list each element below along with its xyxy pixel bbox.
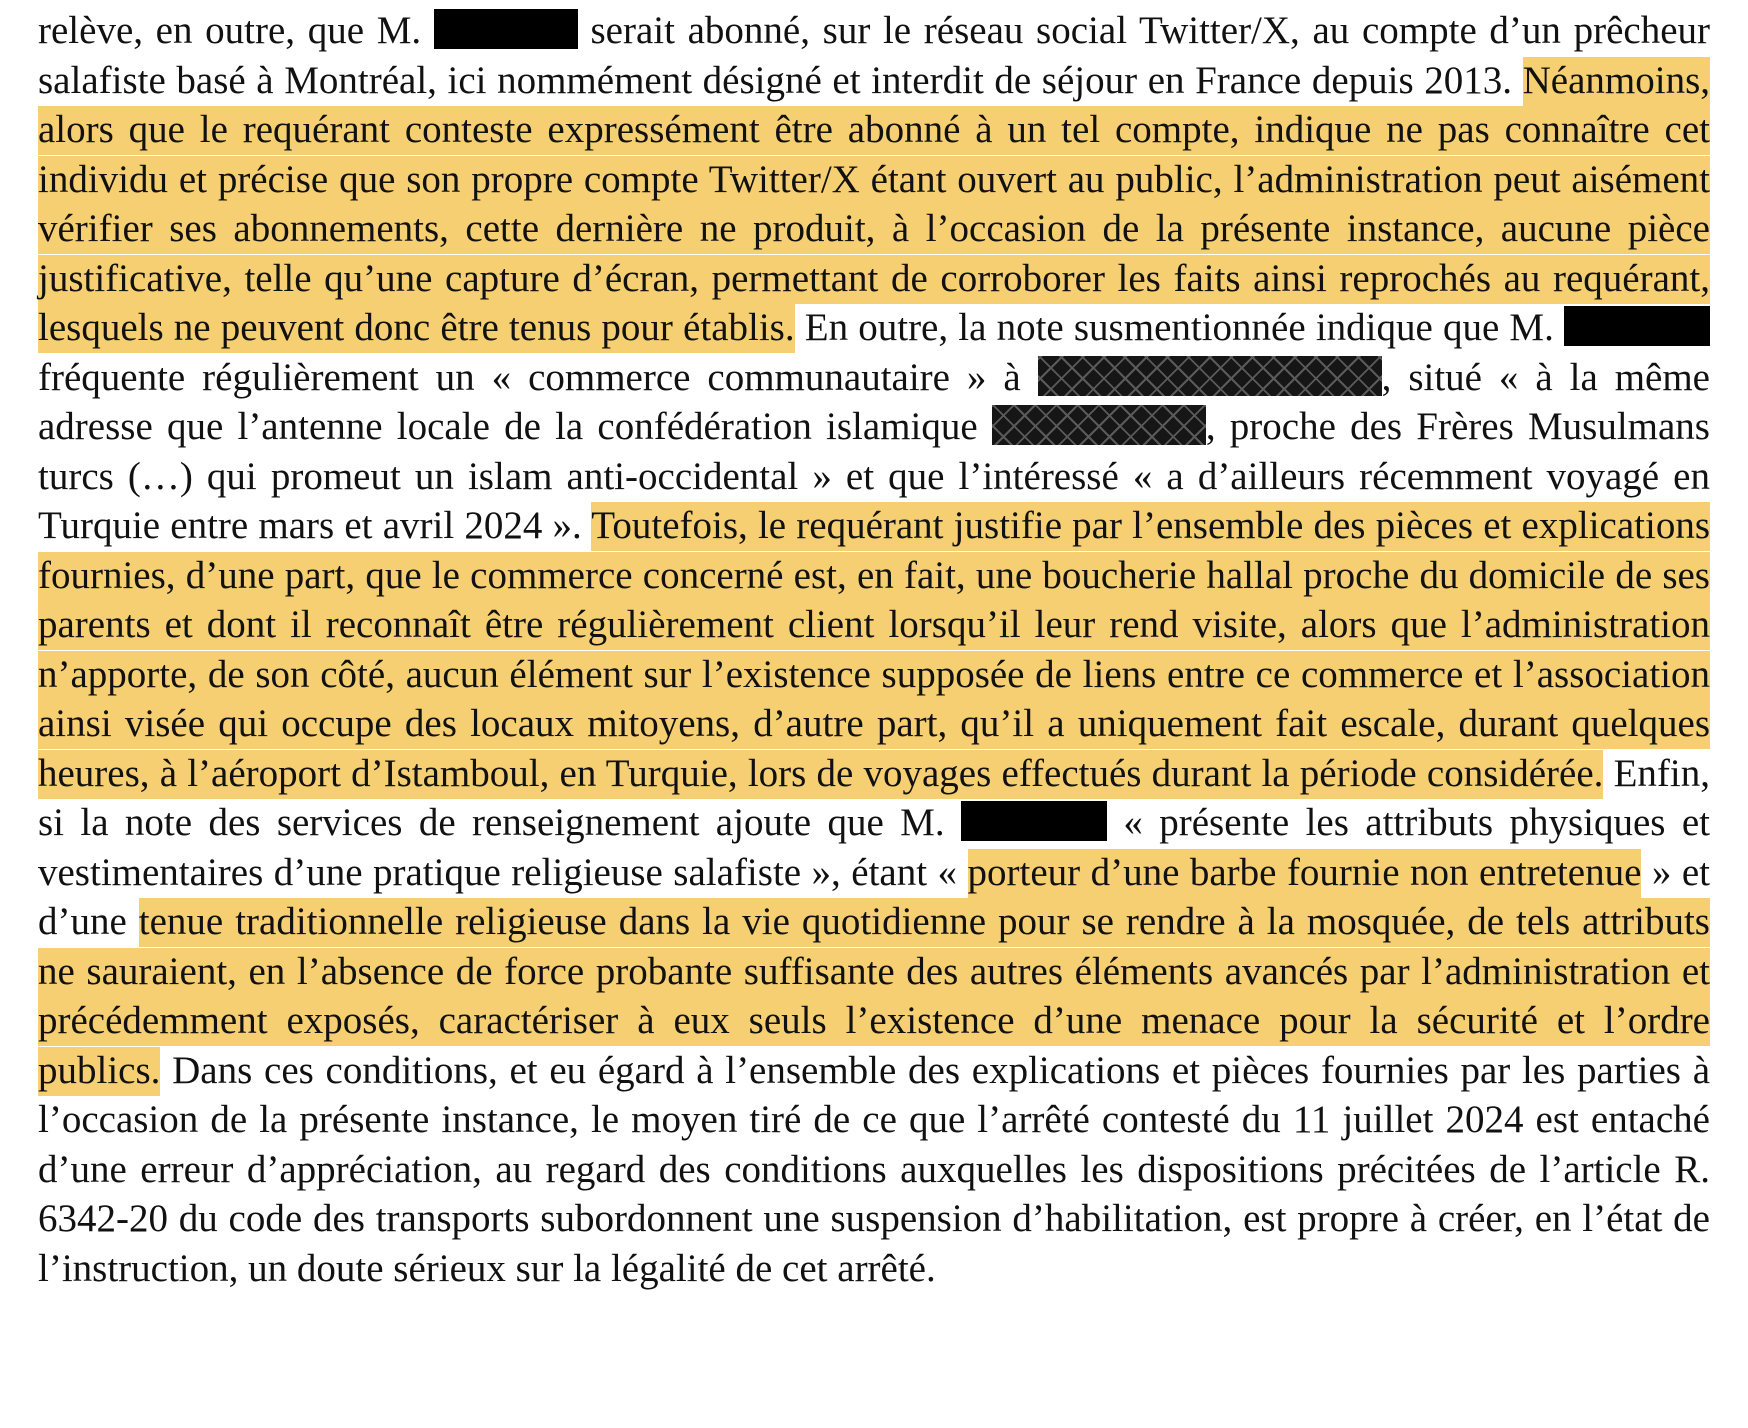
highlighted-passage: porteur d’une barbe fournie non entretenue: [968, 849, 1642, 898]
text-segment: , proche des Frères Musulmans turcs (…) qui promeut un islam anti-occidental » et que l’intéressé « a d’ailleurs récemment voyagé en Turquie entre mars et avril 2024 ».: [38, 405, 1710, 547]
text-segment: fréquente régulièrement un « commerce communautaire » à: [38, 355, 1038, 399]
text-segment: serait abonné, sur le réseau social Twitter/X, au compte d’un prêcheur salafiste basé à Montréal, ici nommément désigné et interdit de séjour en France depuis 2013.: [38, 9, 1710, 102]
document-paragraph: [38, 6, 1710, 1293]
redacted-location-block: [1038, 356, 1382, 396]
text-segment: relève, en outre, que M.: [38, 9, 434, 52]
text-segment: Dans ces conditions, et eu égard à l’ensemble des explications et pièces fournies par les parties à l’occasion de la présente instance, le moyen tiré de ce que l’arrêté contesté du 11 juillet 2024 est entaché d’une erreur d’appréciation, au regard des conditions auxquelles les dispositions précitées de l’article R. 6342-20 du code des transports subordonnent une suspension d’habilitation, est propre à créer, en l’état de l’instruction, un doute sérieux sur la légalité de cet arrêté.: [38, 1048, 1710, 1290]
text-segment: « présente les attributs physiques et vestimentaires d’une pratique religieuse salafiste », étant «: [38, 801, 1710, 894]
text-segment: Enfin, si la note des services de renseignement ajoute que M.: [38, 751, 1710, 844]
redacted-name-block: [1564, 306, 1710, 346]
text-segment: » et d’une: [38, 850, 1710, 943]
redacted-organization-block: [992, 405, 1206, 445]
redacted-name-block: [434, 9, 578, 49]
highlighted-passage: Néanmoins, alors que le requérant conteste expressément être abonné à un tel compte, indique ne pas connaître cet individu et précise que son propre compte Twitter/X étant ouvert au public, l’administration peut aisément vérifier ses abonnements, cette dernière ne produit, à l’occasion de la présente instance, aucune pièce justificative, telle qu’une capture d’écran, permettant de corroborer les faits ainsi reprochés au requérant, lesquels ne peuvent donc être tenus pour établis.: [38, 57, 1710, 354]
text-segment: En outre, la note susmentionnée indique que M.: [794, 306, 1564, 349]
highlighted-passage: Toutefois, le requérant justifie par l’ensemble des pièces et explications fournies, d’une part, que le commerce concerné est, en fait, une boucherie hallal proche du domicile de ses parents et dont il reconnaît être régulièrement client lorsqu’il leur rend visite, alors que l’administration n’apporte, de son côté, aucun élément sur l’existence supposée de liens entre ce commerce et l’association ainsi visée qui occupe des locaux mitoyens, d’autre part, qu’il a uniquement fait escale, durant quelques heures, à l’aéroport d’Istamboul, en Turquie, lors de voyages effectués durant la période considérée.: [38, 502, 1710, 799]
highlighted-passage: tenue traditionnelle religieuse dans la vie quotidienne pour se rendre à la mosquée, de tels attributs ne sauraient, en l’absence de force probante suffisante des autres éléments avancés par l’administration et précédemment exposés, caractériser à eux seuls l’existence d’une menace pour la sécurité et l’ordre publics.: [38, 898, 1710, 1096]
text-segment: , situé « à la même adresse que l’antenne locale de la confédération islamique: [38, 355, 1710, 448]
redacted-name-block: [961, 801, 1107, 841]
